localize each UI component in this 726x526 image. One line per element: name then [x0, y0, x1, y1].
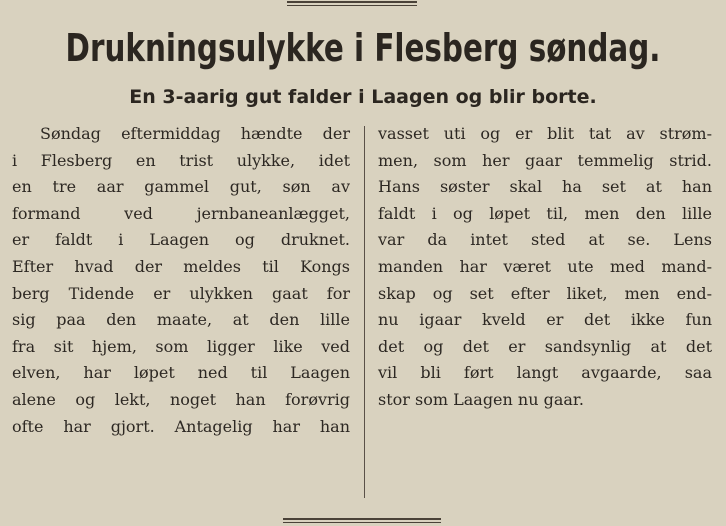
text-line: formand ved jernbaneanlægget,	[12, 203, 350, 223]
text-line: Efter hvad der meldes til Kongs	[12, 256, 350, 276]
text-line: Hans søster skal ha set at han	[378, 177, 712, 197]
text-line: elven, har løpet ned til Laagen	[12, 363, 350, 383]
text-line: skap og set efter liket, men end-	[378, 283, 712, 303]
text-line: men, som her gaar temmelig strid.	[378, 150, 712, 170]
text-line: det og det er sandsynlig at det	[378, 336, 712, 356]
text-line: stor som Laagen nu gaar.	[378, 389, 584, 409]
text-line: vasset uti og er blit tat av strøm-	[378, 124, 712, 143]
subheadline: En 3-aarig gut falder i Laagen og blir borte.	[129, 86, 597, 108]
bottom-rule	[283, 518, 441, 523]
text-line: i Flesberg en trist ulykke, idet	[12, 150, 350, 170]
text-line: alene og lekt, noget han forøvrig	[12, 389, 350, 409]
article-column-right	[378, 121, 712, 414]
text-line: berg Tidende er ulykken gaat for	[12, 283, 350, 303]
headline: Drukningsulykke i Flesberg søndag.	[65, 26, 661, 70]
text-line: manden har været ute med mand-	[378, 256, 712, 276]
text-line: faldt i og løpet til, men den lille	[378, 203, 712, 223]
text-line: vil bli ført langt avgaarde, saa	[378, 363, 712, 383]
top-rule	[287, 1, 417, 6]
text-line: Søndag eftermiddag hændte der	[40, 124, 350, 143]
text-line: er faldt i Laagen og druknet.	[12, 230, 350, 250]
text-line: var da intet sted at se. Lens	[378, 230, 712, 250]
column-divider	[364, 126, 365, 498]
text-line: nu igaar kveld er det ikke fun	[378, 310, 712, 330]
text-line: en tre aar gammel gut, søn av	[12, 177, 350, 197]
text-line: sig paa den maate, at den lille	[12, 310, 350, 330]
text-line: fra sit hjem, som ligger like ved	[12, 336, 350, 356]
article-column-left	[12, 121, 350, 440]
text-line: ofte har gjort. Antagelig har han	[12, 416, 350, 436]
